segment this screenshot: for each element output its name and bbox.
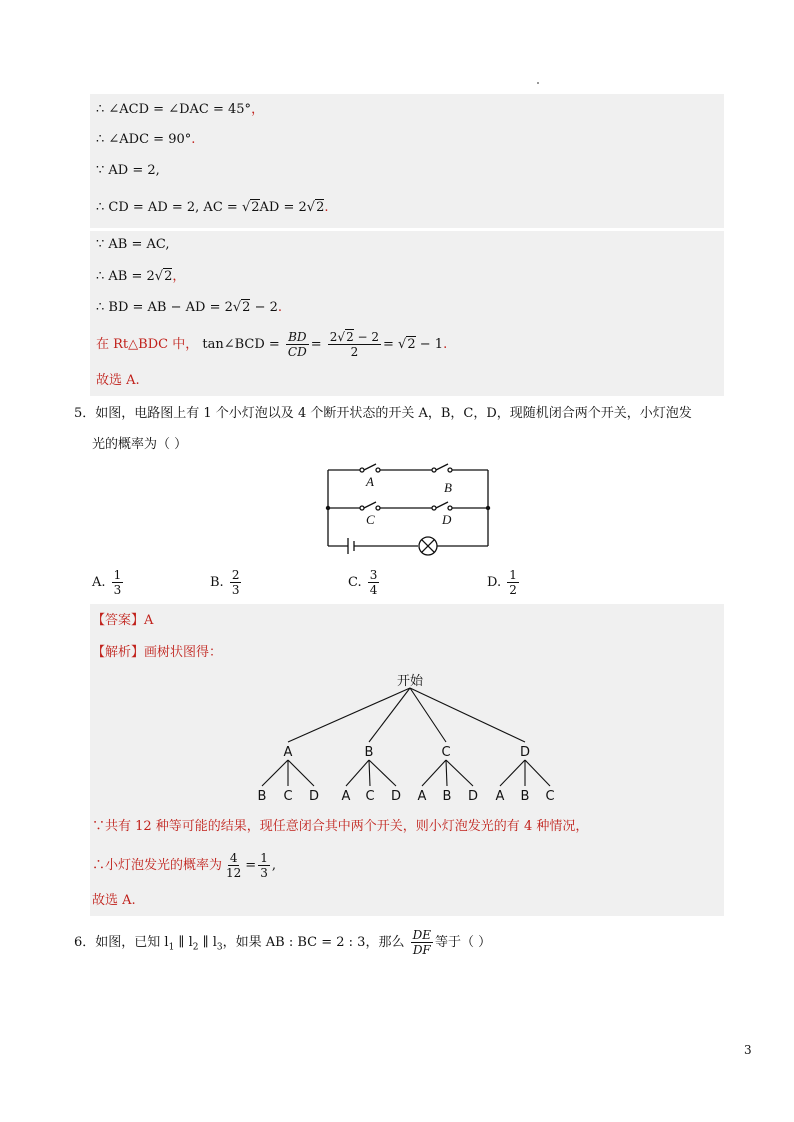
- tree-root: 开始: [396, 674, 424, 689]
- tree-node: B: [364, 745, 374, 760]
- circuit-diagram: [320, 460, 500, 560]
- option-c: C. $\frac{3}{4}$: [348, 568, 378, 597]
- option-b: B. $\frac{2}{3}$: [210, 568, 240, 597]
- scan-dot: [537, 82, 539, 84]
- tree-leaf: D: [308, 789, 320, 804]
- analysis-line: ∵共有 12 种等可能的结果，现任意闭合其中两个开关，则小灯泡发光的有 4 种情况，: [92, 819, 589, 834]
- solution-line: ∴ BD = AB − AD = 2√2 − 2.: [96, 300, 283, 315]
- tree-leaf: C: [365, 789, 375, 804]
- tree-leaf: C: [545, 789, 555, 804]
- tree-leaf: B: [257, 789, 267, 804]
- option-d: D. $\frac{1}{2}$: [487, 568, 517, 597]
- answer-label: 【答案】A: [92, 613, 154, 628]
- switch-label: B: [444, 480, 452, 495]
- page-number: 3: [744, 1043, 752, 1057]
- option-a: A. $\frac{1}{3}$: [92, 568, 122, 597]
- solution-line: ∵ AB = AC,: [96, 237, 170, 252]
- switch-label: D: [442, 512, 452, 527]
- switch-label: C: [366, 512, 375, 527]
- tree-leaf: A: [495, 789, 505, 804]
- tree-leaf: A: [341, 789, 351, 804]
- solution-line: ∴ ∠ADC = 90°.: [96, 132, 196, 147]
- tree-leaf: D: [467, 789, 479, 804]
- solution-line: ∵ AD = 2,: [96, 163, 160, 178]
- tree-leaf: B: [442, 789, 452, 804]
- choose-answer: 故选 A.: [92, 893, 136, 908]
- tree-leaf: C: [283, 789, 293, 804]
- question-5-text: 5．如图，电路图上有 1 个小灯泡以及 4 个断开状态的开关 A，B，C，D，现随机闭合两个开关，小灯泡发: [74, 406, 692, 421]
- tree-leaf: A: [417, 789, 427, 804]
- analysis-line: ∴小灯泡发光的概率为 $\frac{4}{12}$ = $\frac{1}{3}$ ,: [92, 851, 276, 880]
- analysis-label: 【解析】画树状图得：: [92, 645, 223, 660]
- solution-line: ∴ ∠ACD = ∠DAC = 45°，: [96, 102, 265, 117]
- question-6-text: 6．如图，已知 $l_1$ ∥ $l_2$ ∥ $l_3$，如果 AB : BC = 2 : 3，那么 $\frac{DE}{DF}$ 等于（ ）: [74, 928, 492, 957]
- choose-answer: 故选 A.: [96, 373, 140, 388]
- solution-line: 在 Rt△BDC 中， tan∠BCD = $\frac{BD}{CD}$ = $\frac{2√2 - 2}{2}$ = √2 − 1.: [96, 330, 448, 359]
- switch-label: A: [366, 474, 374, 489]
- tree-leaf: B: [520, 789, 530, 804]
- tree-diagram: [240, 668, 580, 808]
- tree-node: A: [283, 745, 293, 760]
- tree-leaf: D: [390, 789, 402, 804]
- solution-line: ∴ AB = 2√2，: [96, 269, 186, 284]
- question-5-text: 光的概率为（ ）: [92, 437, 188, 452]
- tree-node: C: [441, 745, 451, 760]
- tree-node: D: [519, 745, 531, 760]
- solution-line: ∴ CD = AD = 2, AC = √2AD = 2√2.: [96, 200, 329, 215]
